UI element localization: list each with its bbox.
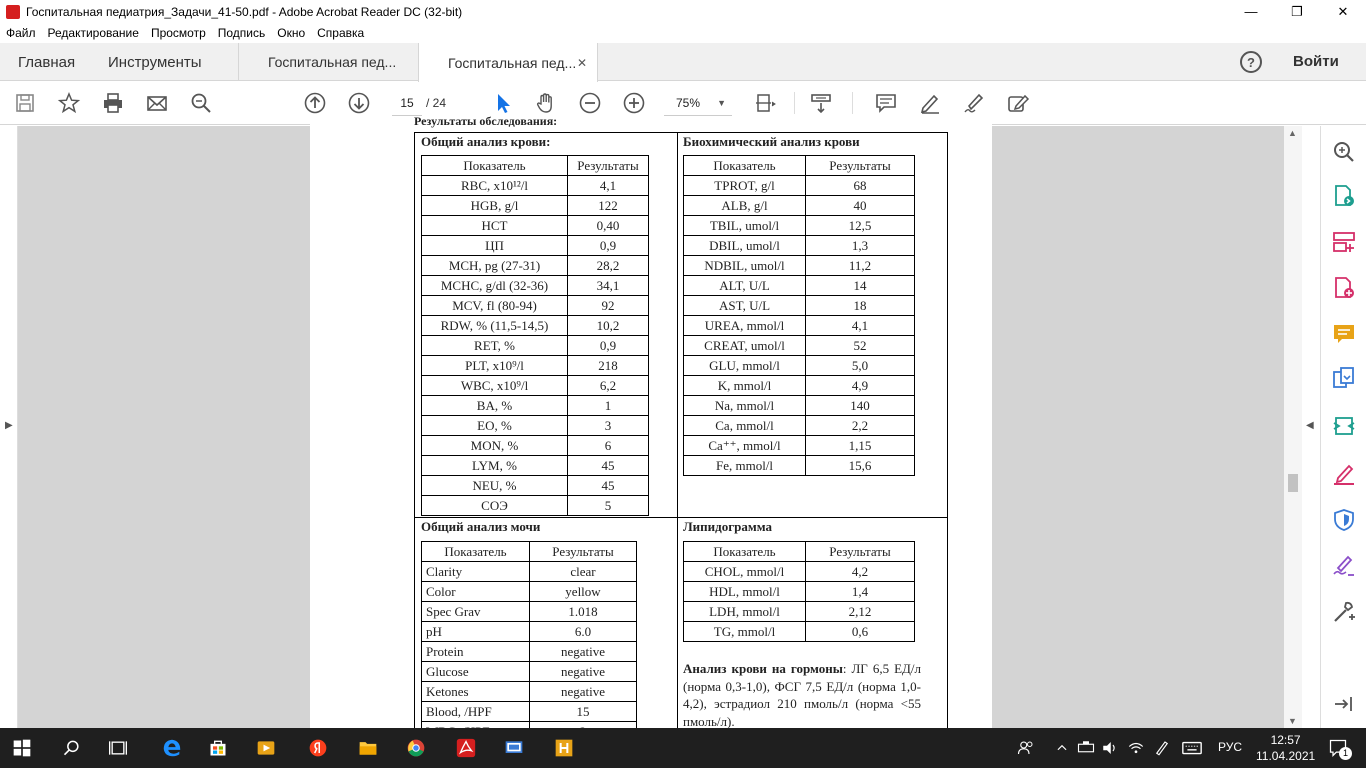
touch-keyboard-icon[interactable] [1180, 736, 1204, 760]
next-page-icon[interactable] [346, 90, 372, 116]
table-row [684, 296, 915, 316]
table-row [684, 582, 915, 602]
column-header: Результаты [530, 542, 637, 562]
indicator-cell: LDH, mmol/l [684, 602, 806, 622]
bookmark-star-icon[interactable] [56, 90, 82, 116]
result-cell: 40 [806, 196, 915, 216]
help-icon[interactable]: ? [1240, 51, 1262, 73]
toolbar-divider [794, 92, 795, 114]
table-row [422, 682, 637, 702]
clock-date: 11.04.2021 [1256, 749, 1316, 763]
title-bar [0, 0, 1366, 23]
table-row [422, 662, 637, 682]
menu-sign[interactable]: Подпись [217, 26, 266, 40]
result-cell: 11,2 [806, 256, 915, 276]
table-row [684, 436, 915, 456]
table-row [422, 276, 649, 296]
table-row [422, 236, 649, 256]
scroll-down-icon[interactable]: ▼ [1288, 716, 1297, 726]
frame-divider [677, 517, 678, 745]
indicator-cell: ALB, g/l [684, 196, 806, 216]
network-icon[interactable] [1124, 736, 1148, 760]
create-pdf-icon[interactable] [1332, 276, 1356, 300]
column-header: Результаты [806, 542, 915, 562]
menu-bar [0, 23, 1366, 43]
fill-sign-icon[interactable] [1005, 90, 1031, 116]
maximize-button[interactable]: ❐ [1291, 3, 1303, 19]
biochem-test-title: Биохимический анализ крови [683, 134, 860, 149]
clock-time: 12:57 [1270, 733, 1301, 747]
comment-pane-icon[interactable] [1332, 322, 1356, 346]
indicator-cell: Ketones [422, 682, 530, 702]
results-heading: Результаты обследования: [414, 114, 558, 128]
result-cell: 6,2 [568, 376, 649, 396]
indicator-cell: CHOL, mmol/l [684, 562, 806, 582]
notification-count-badge: 1 [1339, 747, 1352, 760]
indicator-cell: EO, % [422, 416, 568, 436]
hormones-text: : ЛГ 6,5 ЕД/л (норма 0,3-1,0), ФСГ 7,5 ЕД/л (норма 1,0-4,2), эстрадиол 210 пмоль/л (норма <55 пмоль/л). [683, 661, 921, 729]
result-cell: 6.0 [530, 622, 637, 642]
result-cell: 6 [568, 436, 649, 456]
remote-desktop-icon[interactable] [502, 736, 526, 760]
result-cell: 5 [568, 496, 649, 516]
table-row [684, 416, 915, 436]
result-cell: 4,9 [806, 376, 915, 396]
result-cell: 92 [568, 296, 649, 316]
result-cell: 1,3 [806, 236, 915, 256]
lipid-test-title: Липидограмма [683, 519, 772, 534]
volume-icon[interactable] [1098, 736, 1122, 760]
yandex-browser-icon[interactable] [306, 736, 330, 760]
indicator-cell: DBIL, umol/l [684, 236, 806, 256]
indicator-cell: Na, mmol/l [684, 396, 806, 416]
vertical-scrollbar[interactable] [1284, 126, 1302, 728]
result-cell: 122 [568, 196, 649, 216]
keyboard-tray-icon[interactable] [1074, 736, 1098, 760]
pen-workspace-icon[interactable] [1150, 736, 1174, 760]
left-pane-toggle[interactable] [0, 126, 18, 728]
result-cell: 45 [568, 456, 649, 476]
file-explorer-icon[interactable] [356, 736, 380, 760]
acrobat-app-icon [6, 5, 20, 19]
indicator-cell: RBC, x10¹²/l [422, 176, 568, 196]
indicator-cell: NEU, % [422, 476, 568, 496]
table-row [422, 316, 649, 336]
signin-button[interactable]: Войти [1293, 53, 1339, 70]
indicator-cell: HGB, g/l [422, 196, 568, 216]
notification-center-icon[interactable] [1326, 736, 1350, 760]
table-row [684, 376, 915, 396]
show-hidden-icons-icon[interactable] [1050, 736, 1074, 760]
result-cell: 1,15 [806, 436, 915, 456]
result-cell: 2,2 [806, 416, 915, 436]
indicator-cell: AST, U/L [684, 296, 806, 316]
organize-pages-icon[interactable] [1332, 230, 1356, 254]
table-row [422, 456, 649, 476]
blood-test-table [421, 155, 649, 516]
input-language-indicator[interactable]: РУС [1218, 740, 1243, 754]
table-row [422, 602, 637, 622]
indicator-cell: HCT [422, 216, 568, 236]
more-tools-icon[interactable] [1332, 600, 1356, 624]
results-frame [414, 132, 948, 744]
result-cell: 0,40 [568, 216, 649, 236]
pinned-app-h-icon[interactable] [552, 736, 576, 760]
result-cell: 15 [530, 702, 637, 722]
result-cell: 1 [568, 396, 649, 416]
previous-page-icon[interactable] [302, 90, 328, 116]
hand-tool-icon[interactable] [533, 90, 559, 116]
indicator-cell: MCHC, g/dl (32-36) [422, 276, 568, 296]
indicator-cell: HDL, mmol/l [684, 582, 806, 602]
table-row [422, 496, 649, 516]
indicator-cell: RET, % [422, 336, 568, 356]
indicator-cell: K, mmol/l [684, 376, 806, 396]
blood-test-title: Общий анализ крови: [421, 134, 551, 149]
document-viewport[interactable] [18, 114, 1284, 729]
pdf-page [310, 114, 992, 740]
indicator-cell: Clarity [422, 562, 530, 582]
result-cell: 140 [806, 396, 915, 416]
result-cell: 52 [806, 336, 915, 356]
hormones-label: Анализ крови на гормоны [683, 661, 843, 676]
column-header: Показатель [684, 542, 806, 562]
table-row [422, 396, 649, 416]
hormones-paragraph [683, 660, 921, 730]
indicator-cell: CREAT, umol/l [684, 336, 806, 356]
indicator-cell: TG, mmol/l [684, 622, 806, 642]
table-row [422, 336, 649, 356]
combine-files-icon[interactable] [1332, 366, 1356, 390]
print-icon[interactable] [100, 90, 126, 116]
result-cell: 1,4 [806, 582, 915, 602]
store-icon[interactable] [206, 736, 230, 760]
result-cell: 0,9 [568, 336, 649, 356]
search-pane-icon[interactable] [1332, 140, 1356, 164]
indicator-cell: СОЭ [422, 496, 568, 516]
frame-divider [677, 133, 678, 517]
tab-document-2-active[interactable] [418, 43, 598, 82]
indicator-cell: UREA, mmol/l [684, 316, 806, 336]
urine-test-table [421, 541, 637, 742]
sign-pen-icon[interactable] [961, 90, 987, 116]
scrolling-mode-icon[interactable] [808, 90, 834, 116]
biochem-test-table [683, 155, 915, 476]
indicator-cell: Glucose [422, 662, 530, 682]
people-icon[interactable] [1014, 736, 1038, 760]
collapse-tools-icon[interactable] [1332, 692, 1356, 716]
minimize-button[interactable]: — [1244, 4, 1258, 19]
table-row [422, 376, 649, 396]
indicator-cell: MON, % [422, 436, 568, 456]
windows-start-icon[interactable] [10, 736, 34, 760]
result-cell: 1.018 [530, 602, 637, 622]
tab-document-2-label: Госпитальная пед... [448, 54, 577, 71]
table-row [422, 436, 649, 456]
menu-help[interactable]: Справка [317, 26, 365, 40]
table-row [684, 562, 915, 582]
table-row [684, 216, 915, 236]
indicator-cell: NDBIL, umol/l [684, 256, 806, 276]
table-row [422, 216, 649, 236]
menu-window[interactable]: Окно [277, 26, 306, 40]
table-row [422, 562, 637, 582]
export-pdf-icon[interactable] [1332, 184, 1356, 208]
protect-shield-icon[interactable] [1332, 508, 1356, 532]
indicator-cell: Color [422, 582, 530, 602]
table-row [422, 296, 649, 316]
table-row [684, 316, 915, 336]
table-row [684, 256, 915, 276]
indicator-cell: pH [422, 622, 530, 642]
result-cell: 28,2 [568, 256, 649, 276]
table-row [684, 276, 915, 296]
result-cell: yellow [530, 582, 637, 602]
indicator-cell: Spec Grav [422, 602, 530, 622]
column-header: Результаты [806, 156, 915, 176]
expand-left-arrow-icon: ▶ [5, 420, 13, 431]
search-zoom-icon[interactable] [188, 90, 214, 116]
send-for-signature-icon[interactable] [1332, 554, 1356, 578]
indicator-cell: MCH, pg (27-31) [422, 256, 568, 276]
result-cell: clear [530, 562, 637, 582]
column-header: Результаты [568, 156, 649, 176]
tab-bar [0, 43, 1366, 81]
comment-icon[interactable] [873, 90, 899, 116]
frame-divider [415, 517, 947, 518]
close-button[interactable]: ✕ [1337, 3, 1349, 19]
select-cursor-icon[interactable] [490, 90, 516, 116]
menu-view[interactable]: Просмотр [150, 26, 206, 40]
acrobat-reader-icon[interactable] [454, 736, 478, 760]
table-row [684, 336, 915, 356]
table-row [422, 582, 637, 602]
result-cell: 15,6 [806, 456, 915, 476]
result-cell: 45 [568, 476, 649, 496]
table-row [422, 416, 649, 436]
lipid-test-table [683, 541, 915, 642]
task-view-icon[interactable] [106, 736, 130, 760]
result-cell: 3 [568, 416, 649, 436]
indicator-cell: Ca, mmol/l [684, 416, 806, 436]
edit-pdf-icon[interactable] [1332, 414, 1356, 438]
table-row [684, 236, 915, 256]
table-row [422, 196, 649, 216]
indicator-cell: LYM, % [422, 456, 568, 476]
toolbar-divider [852, 92, 853, 114]
scroll-up-icon[interactable]: ▲ [1288, 128, 1297, 138]
table-row [422, 176, 649, 196]
indicator-cell: BA, % [422, 396, 568, 416]
window-title: Госпитальная педиатрия_Задачи_41-50.pdf - Adobe Acrobat Reader DC (32-bit) [26, 4, 463, 19]
menu-edit[interactable]: Редактирование [47, 26, 139, 40]
zoom-level-value: 75% [676, 96, 701, 110]
table-row [422, 356, 649, 376]
chrome-browser-icon[interactable] [404, 736, 428, 760]
fill-and-sign-icon[interactable] [1332, 462, 1356, 486]
indicator-cell: RDW, % (11,5-14,5) [422, 316, 568, 336]
page-number-input[interactable]: 15 [392, 90, 422, 116]
tab-document-1-label: Госпитальная пед... [268, 54, 397, 70]
result-cell: 218 [568, 356, 649, 376]
table-row [422, 476, 649, 496]
result-cell: 14 [806, 276, 915, 296]
indicator-cell: ALT, U/L [684, 276, 806, 296]
result-cell: 4,2 [806, 562, 915, 582]
result-cell: 10,2 [568, 316, 649, 336]
result-cell: 4,1 [568, 176, 649, 196]
zoom-in-icon[interactable] [621, 90, 647, 116]
result-cell: 4,1 [806, 316, 915, 336]
indicator-cell: PLT, x10⁹/l [422, 356, 568, 376]
urine-test-title: Общий анализ мочи [421, 519, 541, 534]
tab-home[interactable]: Главная [18, 53, 76, 71]
zoom-level-select[interactable] [664, 90, 732, 116]
indicator-cell: GLU, mmol/l [684, 356, 806, 376]
indicator-cell: WBC, x10⁹/l [422, 376, 568, 396]
result-cell: negative [530, 642, 637, 662]
save-icon[interactable] [12, 90, 38, 116]
result-cell: 5,0 [806, 356, 915, 376]
column-header: Показатель [422, 542, 530, 562]
table-row [422, 642, 637, 662]
table-row [422, 622, 637, 642]
tab-document-1[interactable] [238, 43, 418, 81]
tab-tools[interactable]: Инструменты [108, 53, 202, 71]
result-cell: 18 [806, 296, 915, 316]
search-icon[interactable] [60, 736, 84, 760]
table-row [684, 176, 915, 196]
table-row [422, 702, 637, 722]
indicator-cell: Protein [422, 642, 530, 662]
page-total: / 24 [426, 96, 447, 110]
column-header: Показатель [684, 156, 806, 176]
table-row [684, 622, 915, 642]
table-row [684, 602, 915, 622]
indicator-cell: TPROT, g/l [684, 176, 806, 196]
result-cell: negative [530, 682, 637, 702]
indicator-cell: Ca⁺⁺, mmol/l [684, 436, 806, 456]
right-tools-panel [1320, 126, 1366, 728]
system-clock[interactable] [1256, 732, 1315, 764]
column-header: Показатель [422, 156, 568, 176]
table-row [684, 396, 915, 416]
table-row [684, 456, 915, 476]
result-cell: negative [530, 662, 637, 682]
indicator-cell: Blood, /HPF [422, 702, 530, 722]
result-cell: 68 [806, 176, 915, 196]
indicator-cell: ЦП [422, 236, 568, 256]
email-icon[interactable] [144, 90, 170, 116]
scroll-thumb[interactable] [1288, 474, 1298, 492]
result-cell: 0,9 [568, 236, 649, 256]
result-cell: 2,12 [806, 602, 915, 622]
table-row [422, 256, 649, 276]
highlight-pen-icon[interactable] [917, 90, 943, 116]
windows-taskbar [0, 728, 1366, 768]
zoom-out-icon[interactable] [577, 90, 603, 116]
indicator-cell: TBIL, umol/l [684, 216, 806, 236]
result-cell: 12,5 [806, 216, 915, 236]
menu-file[interactable]: Файл [6, 26, 36, 40]
collapse-right-pane-icon[interactable]: ◀ [1306, 420, 1314, 431]
media-player-icon[interactable] [254, 736, 278, 760]
fit-page-icon[interactable] [752, 90, 778, 116]
result-cell: 34,1 [568, 276, 649, 296]
table-row [684, 356, 915, 376]
tab-close-icon[interactable]: ✕ [576, 55, 587, 70]
indicator-cell: Fe, mmol/l [684, 456, 806, 476]
edge-browser-icon[interactable] [160, 736, 184, 760]
indicator-cell: MCV, fl (80-94) [422, 296, 568, 316]
result-cell: 0,6 [806, 622, 915, 642]
table-row [684, 196, 915, 216]
chevron-down-icon: ▼ [717, 98, 726, 108]
